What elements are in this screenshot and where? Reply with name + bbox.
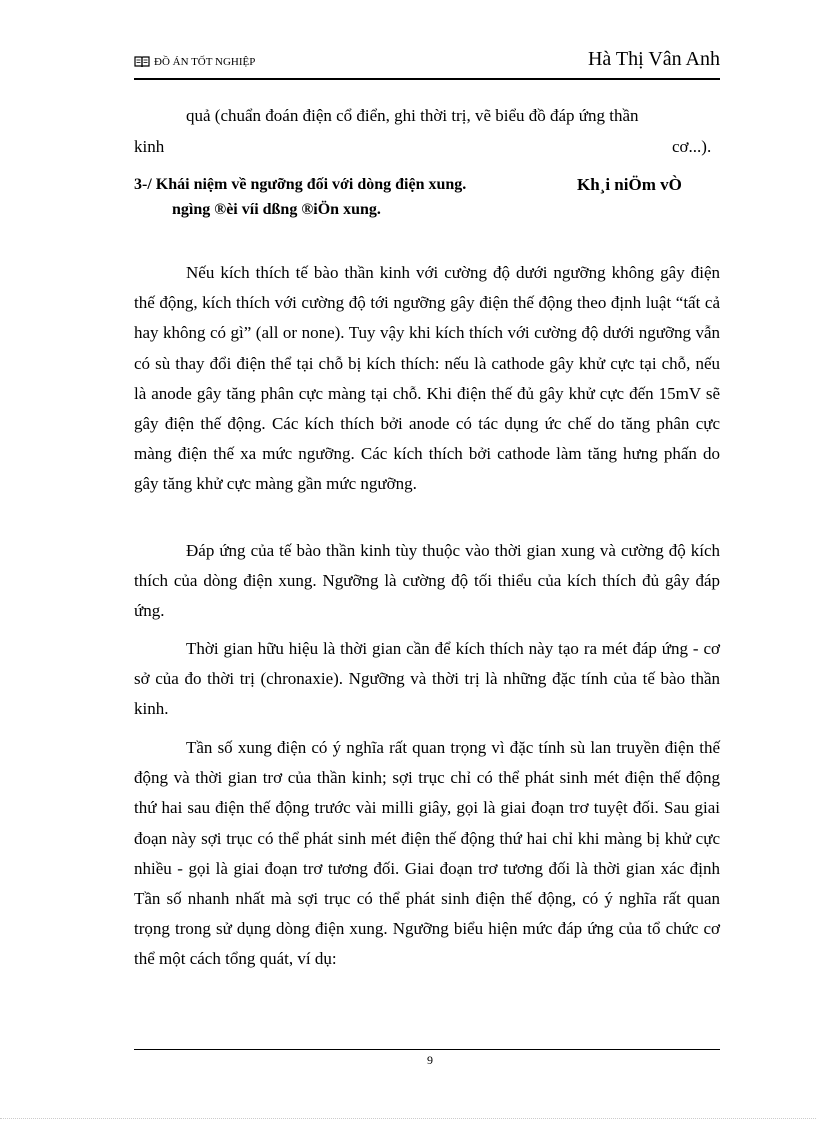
intro-line-2-left: kinh	[134, 137, 165, 156]
header-title: ĐỒ ÁN TỐT NGHIỆP	[154, 56, 256, 68]
section-heading-garbled-1: Kh¸i niÖm vÒ	[577, 175, 682, 194]
intro-line-2-right: cơ...).	[672, 137, 712, 156]
intro-line-1: quả (chuẩn đoán điện cổ điển, ghi thời trị, vẽ biểu đồ đáp ứng thần	[186, 106, 639, 125]
paragraph-3-text: Thời gian hữu hiệu là thời gian cần để kích thích này tạo ra mét đáp ứng - cơ sở của đo thời trị (chronaxie). Ngưỡng và thời trị là những đặc tính của tế bào thần kinh.	[134, 639, 720, 719]
page-number: 9	[427, 1053, 433, 1067]
paragraph-2-text: Đáp ứng của tế bào thần kinh tùy thuộc vào thời gian xung và cường độ kích thích của dòng điện xung. Ngưỡng là cường độ tối thiểu của kích thích đủ gây đáp ứng.	[134, 541, 720, 621]
section-heading-garbled-2: ngìng ®èi víi dßng ®iÖn xung.	[172, 201, 381, 218]
book-icon	[134, 56, 150, 68]
paragraph-2	[134, 536, 720, 627]
author-name: Hà Thị Vân Anh	[587, 48, 720, 70]
header-divider	[134, 78, 720, 80]
page-header	[134, 48, 720, 76]
page-bottom-border	[0, 1118, 816, 1119]
section-heading: 3-/ Khái niệm về ngưỡng đối với dòng điện xung.	[134, 176, 467, 193]
footer-divider	[134, 1049, 720, 1050]
header-left	[134, 56, 255, 68]
paragraph-1	[134, 258, 720, 500]
paragraph-3	[134, 634, 720, 725]
paragraph-4-text: Tần số xung điện có ý nghĩa rất quan trọng vì đặc tính sù lan truyền điện thế động và thời gian trơ của thần kinh; sợi trục chỉ có thể phát sinh mét điện thế động thứ hai sau điện thế động trước vài milli giây, gọi là giai đoạn trơ tuyệt đối. Sau giai đoạn này sợi trục có thể phát sinh mét điện thế động thứ hai chỉ khi màng bị khử cực nhiều - gọi là giai đoạn trơ tương đối. Giai đoạn trơ tương đối là thời gian xác định Tần số nhanh nhất mà sợi trục có thể phát sinh điện thế động, có ý nghĩa rất quan trọng trong sử dụng dòng điện xung. Ngưỡng biểu hiện mức đáp ứng của tổ chức cơ thể một cách tổng quát, ví dụ:	[134, 738, 720, 969]
paragraph-4	[134, 733, 720, 975]
paragraph-1-text: Nếu kích thích tế bào thần kinh với cường độ dưới ngưỡng không gây điện thế động, kích thích với cường độ tới ngưỡng gây điện thế động theo định luật “tất cả hay không có gì” (all or none). Tuy vậy khi kích thích với cường độ dưới ngưỡng vẫn có sù thay đổi điện thể tại chỗ bị kích thích: nếu là cathode gây khử cực tại chỗ, nếu là anode gây tăng phân cực màng tại chỗ. Khi điện thế đủ gây khử cực đến 15mV sẽ gây điện thế động. Các kích thích bởi anode có tác dụng ức chế do tăng phân cực màng điện thế xa mức ngưỡng. Các kích thích bởi cathode làm tăng hưng phấn do gây tăng khử cực màng gần mức ngưỡng.	[134, 263, 720, 494]
